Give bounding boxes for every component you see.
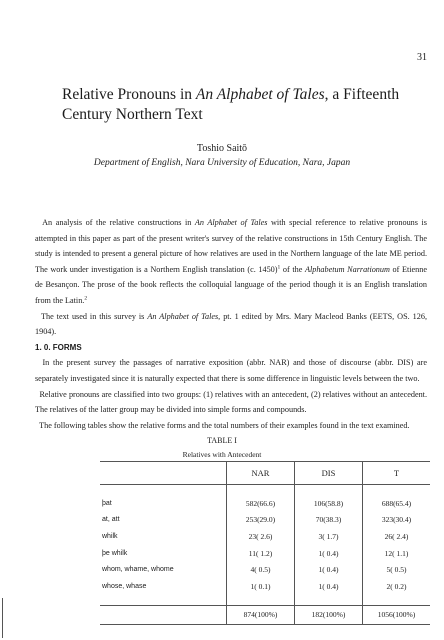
header-nar: NAR [227,462,295,485]
total-nar: 874(100%) [227,605,295,624]
table-row [100,545,430,562]
row-form: þe whilk [102,549,128,557]
row-nar: 582(66.6) [227,495,295,512]
row-nar: 4( 0.5) [227,561,295,578]
row-dis: 106(58.8) [295,495,363,512]
row-form: at, att [102,516,120,524]
total-t: 1056(100%) [363,605,431,624]
row-t: 323(30.4) [363,512,431,529]
table-caption: TABLE I [207,436,237,445]
page-number: 31 [417,52,427,63]
p1-italic: An Alphabet of Tales [194,218,268,227]
body-text [35,215,427,433]
row-t: 5( 0.5) [363,561,431,578]
relatives-table [100,461,430,625]
table-subcaption: Relatives with Antecedent [182,450,262,459]
title-italic: An Alphabet of Tales [195,86,325,103]
row-nar: 23( 2.6) [227,528,295,545]
header-dis: DIS [295,462,363,485]
table-spacer [100,485,430,496]
p5: The following tables show the relative forms and the total numbers of their examples found in the text examined. [39,420,410,430]
p2-italic: An Alphabet of Tales [147,311,219,321]
row-dis: 3( 1.7) [295,528,363,545]
p1-c: of the [280,264,305,274]
row-nar: 1( 0.1) [227,578,295,595]
affiliation: Department of English, Nara University of Education, Nara, Japan [93,158,351,168]
title-part-2: , a Fifteenth Century Northern Text [62,86,400,123]
row-t: 2( 0.2) [363,578,431,595]
total-form [100,605,227,624]
footnote-1-marker: 1 [277,264,281,271]
p1-d: of Etienne de Besançon. The prose of the book reflects the colloquial language of the period though it is an English translation from the Latin. [35,264,428,305]
p2-b: , pt. 1 edited by Mrs. Mary Macleod Banks (EETS, OS. 126, 1904). [35,311,427,337]
p1-italic-2: Alphabetum Narrationum [304,264,390,274]
table-row [100,528,430,545]
p2-a: The text used in this survey is [40,311,148,321]
row-dis: 1( 0.4) [295,578,363,595]
row-t: 26( 2.4) [363,528,431,545]
paragraph-text-used [35,309,427,340]
paragraph-survey [35,355,427,386]
row-dis: 1( 0.4) [295,561,363,578]
table-total-row [100,605,430,624]
table-row [100,561,430,578]
row-t: 12( 1.1) [363,545,431,562]
row-t: 688(65.4) [363,495,431,512]
row-form: whom, whame, whome [102,566,174,574]
table-row [100,495,430,512]
paragraph-intro [35,215,427,309]
p4: Relative pronouns are classified into two groups: (1) relatives with an antecedent, (2) relatives without an antecedent. The relatives of the latter group may be divided into simple forms and compounds. [35,389,427,415]
total-dis: 182(100%) [295,605,363,624]
table-row [100,512,430,529]
table-spacer [100,595,430,606]
header-t: T [363,462,431,485]
row-dis: 70(38.3) [295,512,363,529]
row-form: þat [102,499,112,507]
row-form: whilk [102,532,118,540]
table-row [100,578,430,595]
row-nar: 11( 1.2) [227,545,295,562]
paragraph-tables [35,418,427,434]
section-heading: 1. 0. FORMS [35,342,82,352]
table-header-row [100,462,430,485]
paragraph-classification [35,387,427,418]
title-part-1: Relative Pronouns in [62,86,196,103]
author: Toshio Saitō [196,143,248,154]
paper-title [62,85,402,125]
p1-b: with special reference to relative pronouns is attempted in this paper as part of the present writer's survey of the relative constructions in 15th Century English. The study is intended to present a general picture of how relatives are used in the Northern language of the late ME period. The work under investigation is a Northern English translation (c. 1450) [35,218,427,274]
row-form: whose, whase [102,582,147,590]
footnote-2-marker: 2 [84,295,88,302]
row-nar: 253(29.0) [227,512,295,529]
header-form [100,462,227,485]
p3: In the present survey the passages of narrative exposition (abbr. NAR) and those of discourse (abbr. DIS) are separately investigated since it is naturally expected that there is some difference in linguistic levels between the two. [35,358,428,383]
p1-a: An analysis of the relative constructions in [42,218,195,227]
margin-line [2,598,3,638]
row-dis: 1( 0.4) [295,545,363,562]
